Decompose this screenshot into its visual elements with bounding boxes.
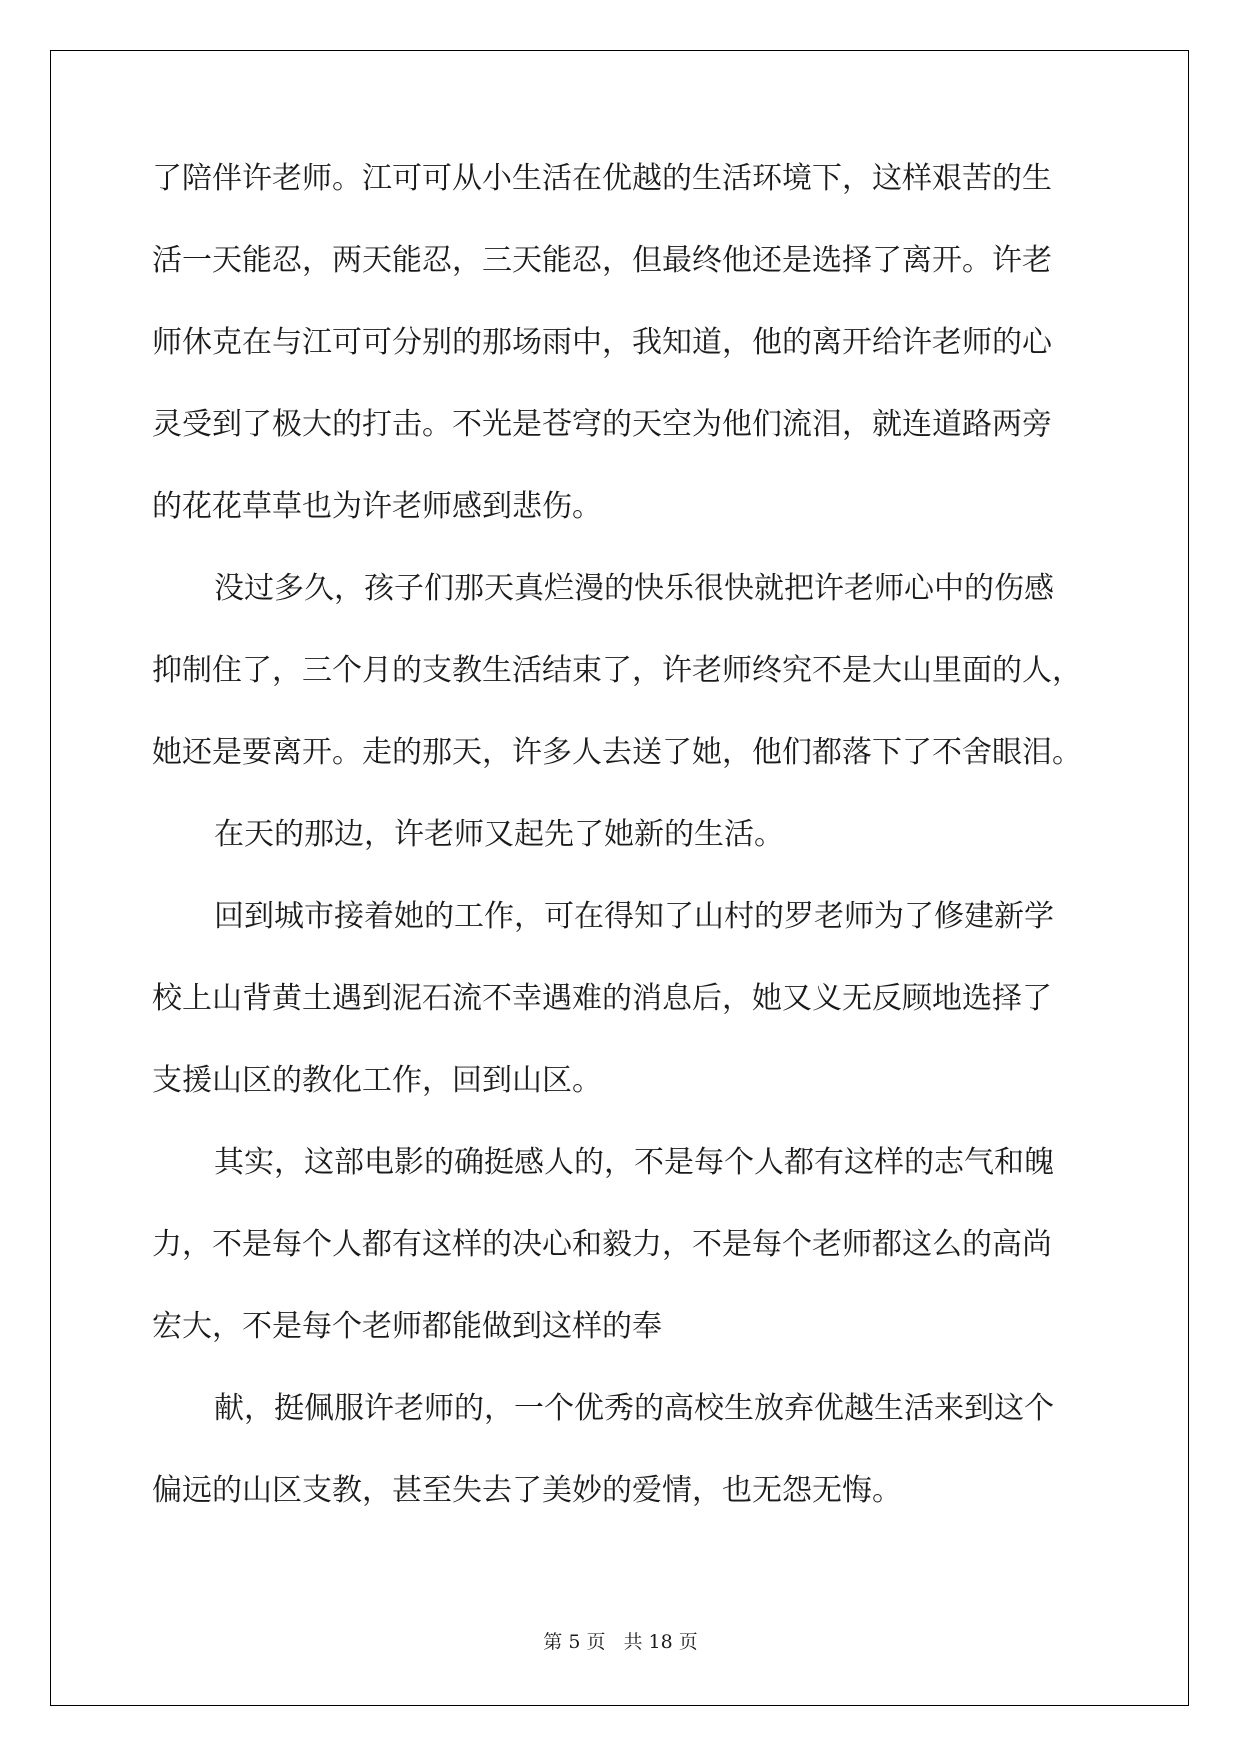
text-line: 抑制住了，三个月的支教生活结束了，许老师终究不是大山里面的人， — [152, 653, 1082, 688]
text-line: 支援山区的教化工作，回到山区。 — [152, 1063, 602, 1098]
page-total: 共 18 页 — [623, 1631, 698, 1653]
text-line: 的花花草草也为许老师感到悲伤。 — [152, 489, 602, 524]
text-line: 灵受到了极大的打击。不光是苍穹的天空为他们流泪，就连道路两旁 — [152, 407, 1052, 442]
text-line: 回到城市接着她的工作，可在得知了山村的罗老师为了修建新学 — [214, 899, 1054, 934]
text-line: 活一天能忍，两天能忍，三天能忍，但最终他还是选择了离开。许老 — [152, 243, 1052, 278]
text-line: 校上山背黄土遇到泥石流不幸遇难的消息后，她又义无反顾地选择了 — [152, 981, 1052, 1016]
text-line: 偏远的山区支教，甚至失去了美妙的爱情，也无怨无悔。 — [152, 1473, 902, 1508]
text-line: 献，挺佩服许老师的，一个优秀的高校生放弃优越生活来到这个 — [214, 1391, 1054, 1426]
text-line: 在天的那边，许老师又起先了她新的生活。 — [214, 817, 784, 852]
page-number: 第 5 页 — [543, 1631, 606, 1653]
text-line: 了陪伴许老师。江可可从小生活在优越的生活环境下，这样艰苦的生 — [152, 161, 1052, 196]
text-line: 力，不是每个人都有这样的决心和毅力，不是每个老师都这么的高尚 — [152, 1227, 1052, 1262]
text-line: 其实，这部电影的确挺感人的，不是每个人都有这样的志气和魄 — [214, 1145, 1054, 1180]
text-line: 宏大，不是每个老师都能做到这样的奉 — [152, 1309, 662, 1344]
text-line: 没过多久，孩子们那天真烂漫的快乐很快就把许老师心中的伤感 — [214, 571, 1054, 606]
document-body — [152, 158, 1082, 1552]
page-footer — [0, 1627, 1241, 1654]
text-line: 师休克在与江可可分别的那场雨中，我知道，他的离开给许老师的心 — [152, 325, 1052, 360]
text-line: 她还是要离开。走的那天，许多人去送了她，他们都落下了不舍眼泪。 — [152, 735, 1082, 770]
